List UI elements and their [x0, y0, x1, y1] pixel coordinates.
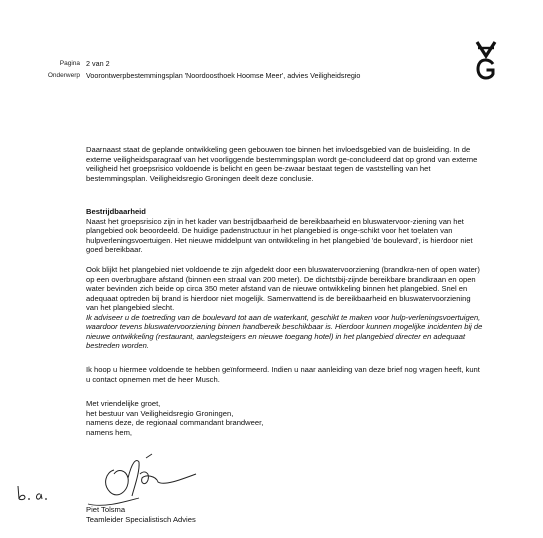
paragraph-bereikbaarheid: Naast het groepsrisico zijn in het kader van bestrijdbaarheid de bereikbaarheid en bluswatervoor-ziening van het plangebied ook beoordeeld. De huidige padenstructuur in het plangebied is onge-schikt voor het toelaten van hulpverleningsvoertuigen. Het nieuwe middelpunt van ontwikkeling in het plangebied 'de boulevard', is hierdoor niet goed bereikbaar. — [86, 216, 473, 254]
signatory-name: Piet Tolsma — [86, 505, 126, 514]
vg-logo-icon — [474, 40, 498, 80]
subject-label: Onderwerp — [47, 72, 80, 79]
closing-organization: het bestuur van Veiligheidsregio Groningen, — [86, 408, 234, 418]
handwritten-note — [15, 485, 51, 501]
page-number: 2 van 2 — [86, 59, 110, 68]
paragraph-afsluiting: Ik hoop u hiermee voldoende te hebben geïnformeerd. Indien u naar aanleiding van deze brief nog vragen heeft, kunt u contact opnemen met de heer Musch. — [86, 365, 480, 384]
signatory-role: Teamleider Specialistisch Advies — [86, 515, 196, 524]
subject-value: Voorontwerpbestemmingsplan 'Noordoosthoek Hoomse Meer', advies Veiligheidsregio — [86, 71, 361, 80]
veiligheidsregio-logo — [474, 40, 498, 80]
paragraph-bluswater: Ook blijkt het plangebied niet voldoende te zijn afgedekt door een bluswatervoorziening (brandkra-nen of open water) op een overbrugbare afstand (binnen een straal van 200 meter). De dichtstbij-zijnde bereikbare brandkraan en open water bevinden zich beide op circa 350 meter afstand van de nieuwe ontwikkeling binnen het plangebied. Snel en adequaat optreden bij brand is hierdoor niet mogelijk. Samenvattend is de bereikbaarheid en bluswatervoorziening van het plangebied slecht. — [86, 265, 480, 312]
paragraph-groepsrisico: Daarnaast staat de geplande ontwikkeling geen gebouwen toe binnen het invloedsgebied van de buisleiding. In de externe veiligheidsparagraaf van het voorliggende bestemmingsplan wordt ge-concludeerd dat op grond van externe veiligheid het groepsrisico voldoende is belicht en geen be-zwaar bestaat tegen de vaststelling van het bestemmingsplan. Veiligheidsregio Groningen deelt deze conclusie. — [86, 145, 478, 183]
page-label: Pagina — [59, 60, 80, 67]
closing-on-behalf-him: namens hem, — [86, 427, 133, 437]
closing-on-behalf: namens deze, de regionaal commandant brandweer, — [86, 418, 264, 427]
section-heading-bestrijdbaarheid: Bestrijdbaarheid — [86, 207, 146, 216]
closing-greeting: Met vriendelijke groet, — [86, 399, 161, 408]
paragraph-advies: Ik adviseer u de toetreding van de boulevard tot aan de waterkant, geschikt te maken voor hulp-verleningsvoertuigen, waardoor tevens bluswatervoorziening binnen handbereik beschikbaar is. Hierdoor kunnen mogelijke incidenten bij de nieuwe ontwikkeling (restaurant, aanlegsteigers en nieuwe toegang hotel) in het plangebied directer en adequaat bestreden worden. — [86, 312, 483, 350]
